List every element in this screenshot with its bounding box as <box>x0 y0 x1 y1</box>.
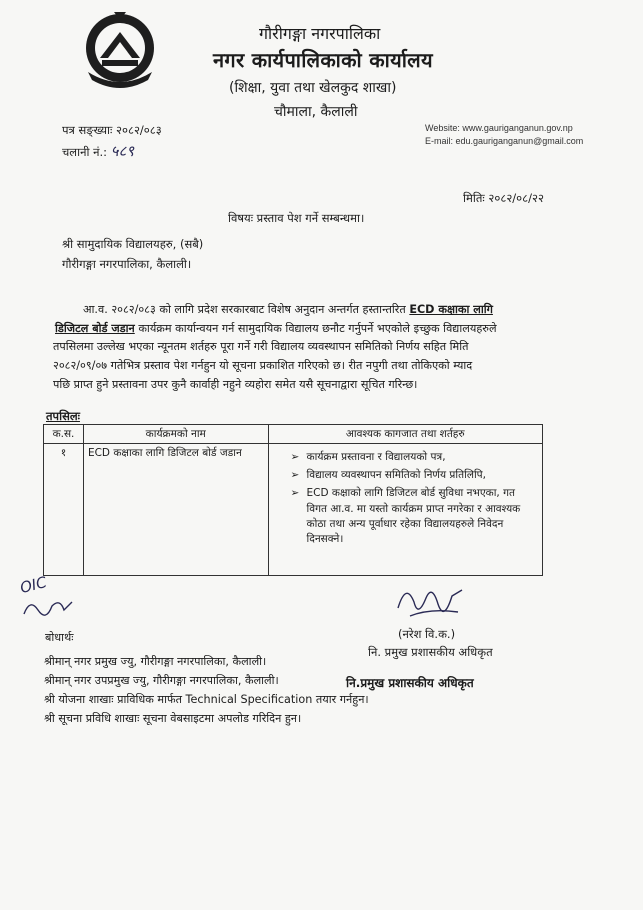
dispatch-number <box>62 141 134 161</box>
signatory-name: (नरेश वि.क.) <box>398 627 456 641</box>
requirement-item <box>291 486 534 547</box>
arrow-bullet-icon: ➢ <box>290 451 300 463</box>
addressee-line-1: श्री सामुदायिक विद्यालयहरु, (सबै) <box>62 237 204 251</box>
body-line-2 <box>55 321 497 336</box>
signatory-title: नि. प्रमुख प्रशासकीय अधिकृत <box>368 645 493 659</box>
body-line-4: २०८२/०९/०७ गतेभित्र प्रस्ताव पेश गर्नहुन यो सूचना प्रकाशित गरिएको छ। रीत नपुगी तथा तोकिएको म्याद <box>53 359 473 372</box>
letter-date <box>463 191 544 206</box>
copies-label: बोधार्थः <box>45 631 74 644</box>
body-line-1-text: आ.व. २०८२/०८३ को लागि प्रदेश सरकारबाट विशेष अनुदान अन्तर्गत हस्तान्तरित <box>83 303 406 316</box>
email-link[interactable]: E-mail: edu.gauriganganun@gmail.com <box>425 136 584 146</box>
requirements-table <box>43 424 543 576</box>
body-line-3: तपसिलमा उल्लेख भएका न्यूनतम शर्तहरु पूरा गर्ने गरी विद्यालय व्यवस्थापन समितिको निर्णय सहित मिति <box>53 340 469 353</box>
letter-number <box>62 123 162 138</box>
table-header-row <box>44 425 543 444</box>
website-link[interactable]: Website: www.gauriganganun.gov.np <box>425 123 573 133</box>
official-stamp-text: नि.प्रमुख प्रशासकीय अधिकृत <box>346 676 474 690</box>
letter-number-label: पत्र सङ्ख्याः <box>62 123 113 137</box>
date-label: मितिः <box>463 191 485 205</box>
dispatch-number-label: चलानी नं.: <box>62 145 108 159</box>
officer-signature <box>392 578 472 630</box>
table-row <box>44 444 543 576</box>
dispatch-number-value: ५८९ <box>110 142 135 160</box>
office-title: नगर कार्यपालिकाको कार्यालय <box>213 48 433 72</box>
copy-recipient-1: श्रीमान् नगर प्रमुख ज्यु, गौरीगङ्गा नगरपालिका, कैलाली। <box>44 655 267 668</box>
body-line-1 <box>83 302 493 317</box>
row-serial: १ <box>44 444 84 576</box>
letter-number-value: २०८२/०८३ <box>116 123 162 137</box>
subject-line: विषयः प्रस्ताव पेश गर्ने सम्बन्धमा। <box>228 211 365 225</box>
row-program-name: ECD कक्षाका लागि डिजिटल बोर्ड जडान <box>83 444 268 576</box>
copy-recipient-3: श्री योजना शाखाः प्राविधिक मार्फत Technical Specification तयार गर्नहुन। <box>44 693 369 706</box>
addressee-line-2: गौरीगङ्गा नगरपालिका, कैलाली। <box>62 257 192 271</box>
arrow-bullet-icon: ➢ <box>290 469 300 482</box>
row-requirements <box>268 444 542 576</box>
requirement-text: कार्यक्रम प्रस्तावना र विद्यालयको पत्र, <box>306 451 446 463</box>
municipality-name: गौरीगङ्गा नगरपालिका <box>259 24 381 43</box>
header-program: कार्यक्रमको नाम <box>83 425 268 444</box>
requirement-text: विद्यालय व्यवस्थापन समितिको निर्णय प्रतिलिपि, <box>306 469 486 482</box>
date-value: २०८२/०८/२२ <box>488 191 544 205</box>
body-line-2-text: कार्यक्रम कार्यान्वयन गर्न सामुदायिक विद्यालय छनौट गर्नुपर्ने भएकोले इच्छुक विद्यालयहरुले <box>138 322 497 335</box>
handwritten-oic-note: OIC <box>18 573 49 597</box>
section-name: (शिक्षा, युवा तथा खेलकुद शाखा) <box>229 80 397 96</box>
tapsil-label: तपसिलः <box>46 409 80 423</box>
copy-recipient-4: श्री सूचना प्रविधि शाखाः सूचना वेबसाइटमा अपलोड गरिदिन हुन। <box>44 712 302 725</box>
requirement-item <box>291 450 534 465</box>
office-location: चौमाला, कैलाली <box>274 104 358 120</box>
requirements-list <box>291 450 534 547</box>
header-serial: क.स. <box>44 425 84 444</box>
body-program-highlight-2: डिजिटल बोर्ड जडान <box>55 322 135 335</box>
body-program-highlight-1: ECD कक्षाका लागि <box>409 303 493 316</box>
handwritten-initial-scribble <box>20 592 80 622</box>
header-requirements: आवश्यक कागजात तथा शर्तहरु <box>268 425 542 444</box>
body-line-5: पछि प्राप्त हुने प्रस्तावना उपर कुनै कार्वाही नहुने व्यहोरा समेत यसै सूचनाद्वारा सूचित गरिन्छ। <box>53 378 418 391</box>
arrow-bullet-icon: ➢ <box>290 487 300 500</box>
requirement-item <box>291 468 534 483</box>
municipality-emblem-logo <box>80 10 160 88</box>
requirement-text: ECD कक्षाको लागि डिजिटल बोर्ड सुविधा नभएका, गत विगत आ.व. मा यस्तो कार्यक्रम प्राप्त नगरेका र आवश्यक कोठा तथा अन्य पूर्वाधार रहेका विद्यालयहरुले निवेदन दिनसक्ने। <box>306 487 521 546</box>
copy-recipient-2: श्रीमान् नगर उपप्रमुख ज्यु, गौरीगङ्गा नगरपालिका, कैलाली। <box>44 674 279 687</box>
